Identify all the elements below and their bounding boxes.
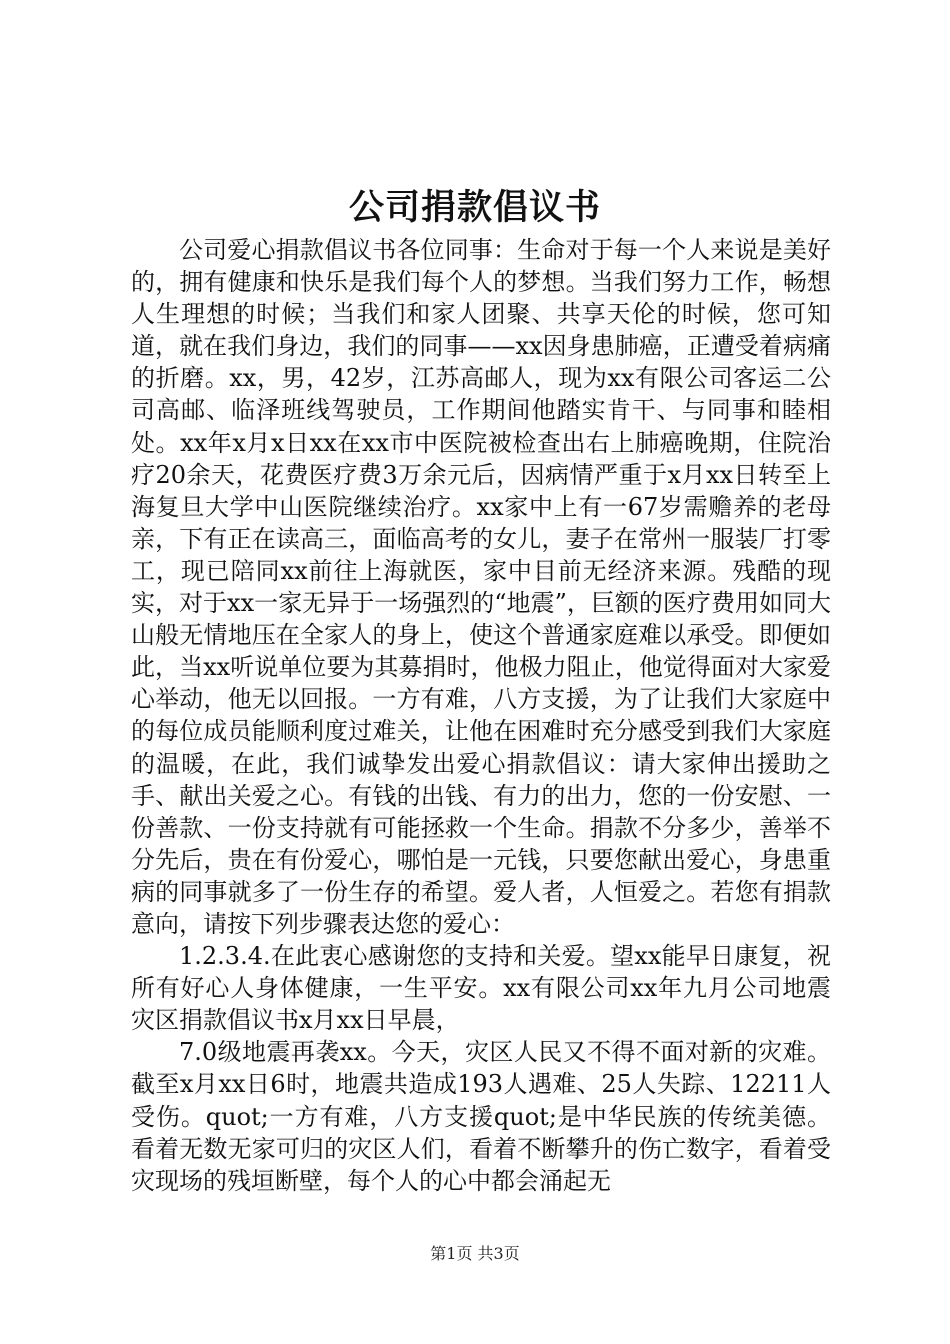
document-title: 公司捐款倡议书 — [348, 187, 601, 228]
paragraph-2: 1.2.3.4.在此衷心感谢您的支持和关爱。望xx能早日康复，祝所有好心人身体健康，一生平安。xx有限公司xx年九月公司地震灾区捐款倡议书x月xx日早晨， — [131, 942, 831, 1035]
page-number-footer: 第1页 共3页 — [430, 1244, 520, 1263]
document-body — [131, 234, 831, 1197]
paragraph-3: 7.0级地震再袭xx。今天，灾区人民又不得不面对新的灾难。截至x月xx日6时，地震共造成193人遇难、25人失踪、12211人受伤。quot;一方有难，八方支援quot;是中华民族的传统美德。看着无数无家可归的灾区人们，看着不断攀升的伤亡数字，看着受灾现场的残垣断壁，每个人的心中都会涌起无 — [131, 1038, 831, 1195]
paragraph-1: 公司爱心捐款倡议书各位同事：生命对于每一个人来说是美好的，拥有健康和快乐是我们每个人的梦想。当我们努力工作，畅想人生理想的时候；当我们和家人团聚、共享天伦的时候，您可知道，就在我们身边，我们的同事——xx因身患肺癌，正遭受着病痛的折磨。xx，男，42岁，江苏高邮人，现为xx有限公司客运二公司高邮、临泽班线驾驶员，工作期间他踏实肯干、与同事和睦相处。xx年x月x日xx在xx市中医院被检查出右上肺癌晚期，住院治疗20余天，花费医疗费3万余元后，因病情严重于x月xx日转至上海复旦大学中山医院继续治疗。xx家中上有一67岁需赡养的老母亲，下有正在读高三，面临高考的女儿，妻子在常州一服装厂打零工，现已陪同xx前往上海就医，家中目前无经济来源。残酷的现实，对于xx一家无异于一场强烈的“地震”，巨额的医疗费用如同大山般无情地压在全家人的身上，使这个普通家庭难以承受。即便如此，当xx听说单位要为其募捐时，他极力阻止，他觉得面对大家爱心举动，他无以回报。一方有难，八方支援，为了让我们大家庭中的每位成员能顺利度过难关，让他在困难时充分感受到我们大家庭的温暖，在此，我们诚挚发出爱心捐款倡议：请大家伸出援助之手、献出关爱之心。有钱的出钱、有力的出力，您的一份安慰、一份善款、一份支持就有可能拯救一个生命。捐款不分多少，善举不分先后，贵在有份爱心，哪怕是一元钱，只要您献出爱心，身患重病的同事就多了一份生存的希望。爱人者，人恒爱之。若您有捐款意向，请按下列步骤表达您的爱心： — [131, 236, 831, 938]
